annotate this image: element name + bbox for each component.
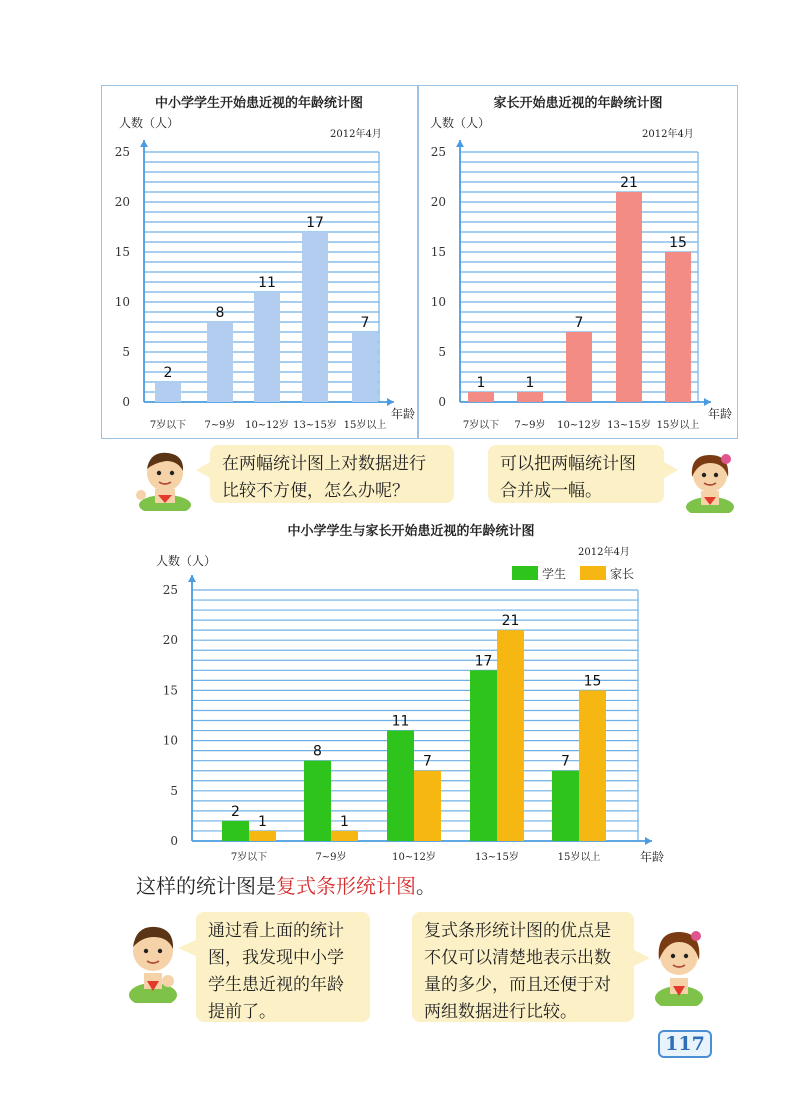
bubble-line: 提前了。 — [208, 1002, 276, 1022]
x-axis-label: 年龄 — [391, 407, 416, 421]
bar — [331, 831, 358, 841]
x-tick-label: 13~15岁 — [475, 852, 519, 863]
data-label: 7 — [574, 315, 584, 331]
x-axis-arrow — [387, 398, 394, 406]
boy-avatar — [120, 915, 186, 1003]
y-tick-label: 25 — [162, 583, 178, 597]
bubble-line: 通过看上面的统计 — [208, 921, 344, 941]
intro-text: 这样的统计图是 — [136, 874, 276, 898]
y-tick-label: 0 — [438, 395, 446, 409]
y-axis-label: 人数（人） — [430, 116, 491, 130]
x-tick-label: 7岁以下 — [462, 420, 500, 431]
data-label: 1 — [340, 813, 349, 830]
y-tick-label: 15 — [430, 245, 446, 259]
bubble-line: 合并成一幅。 — [500, 481, 602, 501]
bar — [304, 761, 331, 841]
data-label: 7 — [423, 753, 432, 770]
page-number: 117 — [658, 1030, 712, 1058]
term-highlight: 复式条形统计图 — [276, 874, 416, 898]
data-label: 2 — [231, 803, 240, 820]
legend-label: 学生 — [542, 567, 567, 581]
y-tick-label: 25 — [430, 145, 446, 159]
chart-date: 2012年4月 — [330, 129, 382, 140]
bubble-tail — [178, 940, 196, 956]
girl-avatar — [676, 447, 744, 513]
x-tick-label: 13~15岁 — [293, 420, 337, 431]
data-label: 7 — [561, 753, 570, 770]
x-axis-arrow — [704, 398, 711, 406]
chart-date: 2012年4月 — [578, 547, 630, 558]
y-tick-label: 0 — [170, 834, 178, 848]
bar — [497, 630, 524, 841]
x-tick-label: 7~9岁 — [315, 852, 347, 863]
boy-question-bubble — [210, 445, 454, 503]
data-label: 1 — [476, 375, 486, 391]
data-label: 1 — [525, 375, 535, 391]
bar — [566, 332, 592, 402]
x-tick-label: 7~9岁 — [204, 420, 236, 431]
y-tick-label: 20 — [162, 633, 178, 648]
chart-date: 2012年4月 — [642, 129, 694, 140]
y-axis-arrow — [188, 575, 196, 582]
data-label: 17 — [474, 653, 493, 670]
parents-chart — [418, 85, 738, 438]
data-label: 11 — [258, 275, 276, 291]
bubble-line: 图，我发现中小学 — [208, 948, 344, 968]
bar — [249, 831, 276, 841]
chart-title: 家长开始患近视的年龄统计图 — [493, 96, 663, 111]
data-label: 15 — [583, 673, 602, 690]
y-tick-label: 15 — [114, 245, 130, 259]
x-tick-label: 13~15岁 — [607, 420, 651, 431]
boy-finding-bubble — [196, 912, 370, 1022]
legend-label: 家长 — [610, 567, 635, 581]
data-label: 21 — [501, 613, 520, 630]
bar — [352, 332, 378, 402]
y-tick-label: 5 — [438, 345, 446, 359]
data-label: 8 — [313, 743, 322, 760]
bar — [302, 232, 328, 402]
girl-avatar — [646, 922, 712, 1006]
legend-swatch — [580, 566, 606, 580]
intro-sentence — [136, 870, 436, 899]
y-axis-arrow — [456, 140, 464, 147]
x-axis-label: 年龄 — [640, 850, 665, 864]
x-tick-label: 10~12岁 — [557, 420, 601, 431]
bar — [414, 771, 441, 841]
y-tick-label: 20 — [114, 195, 130, 209]
bubble-line: 比较不方便，怎么办呢？ — [222, 481, 409, 501]
bar — [468, 392, 494, 402]
y-tick-label: 5 — [122, 345, 130, 359]
bubble-line: 在两幅统计图上对数据进行 — [222, 454, 426, 474]
y-axis-arrow — [140, 140, 148, 147]
bar — [470, 670, 497, 841]
bar — [207, 322, 233, 402]
x-tick-label: 10~12岁 — [245, 420, 289, 431]
combined-chart — [130, 515, 690, 870]
x-tick-label: 15岁以上 — [343, 420, 387, 431]
students-chart — [101, 85, 417, 438]
y-axis-label: 人数（人） — [156, 554, 217, 568]
y-axis-label: 人数（人） — [119, 116, 180, 130]
girl-answer-bubble — [488, 445, 664, 503]
x-tick-label: 10~12岁 — [392, 852, 436, 863]
x-tick-label: 7岁以下 — [230, 852, 268, 863]
bubble-line: 不仅可以清楚地表示出数 — [424, 948, 611, 968]
bar — [579, 690, 606, 841]
y-tick-label: 15 — [162, 683, 178, 698]
girl-advantage-bubble — [412, 912, 634, 1022]
x-axis-arrow — [645, 837, 652, 845]
data-label: 1 — [258, 813, 267, 830]
data-label: 17 — [306, 215, 324, 231]
y-tick-label: 0 — [122, 395, 130, 409]
bubble-line: 学生患近视的年龄 — [208, 975, 344, 995]
y-tick-label: 10 — [162, 733, 178, 748]
bar — [552, 771, 579, 841]
data-label: 15 — [669, 235, 687, 251]
chart-title: 中小学学生与家长开始患近视的年龄统计图 — [287, 524, 535, 539]
bar — [155, 382, 181, 402]
data-label: 7 — [360, 315, 370, 331]
bar — [616, 192, 642, 402]
bubble-line: 可以把两幅统计图 — [500, 454, 636, 474]
bubble-tail — [196, 462, 210, 478]
bar — [222, 821, 249, 841]
bar — [254, 292, 280, 402]
y-tick-label: 5 — [170, 783, 178, 798]
legend-swatch — [512, 566, 538, 580]
x-tick-label: 7~9岁 — [514, 420, 546, 431]
x-tick-label: 7岁以下 — [149, 420, 187, 431]
data-label: 21 — [620, 175, 638, 191]
boy-avatar — [128, 445, 202, 511]
bubble-line: 复式条形统计图的优点是 — [424, 921, 611, 941]
y-tick-label: 10 — [430, 295, 446, 309]
x-tick-label: 15岁以上 — [656, 420, 700, 431]
x-tick-label: 15岁以上 — [557, 852, 601, 863]
bubble-line: 量的多少，而且还便于对 — [424, 975, 611, 995]
y-tick-label: 25 — [114, 145, 130, 159]
bar — [517, 392, 543, 402]
intro-text: 。 — [416, 874, 436, 898]
data-label: 8 — [215, 305, 225, 321]
y-tick-label: 20 — [430, 195, 446, 209]
data-label: 11 — [391, 713, 410, 730]
chart-title: 中小学学生开始患近视的年龄统计图 — [154, 96, 364, 111]
bubble-line: 两组数据进行比较。 — [424, 1002, 577, 1022]
y-tick-label: 10 — [114, 295, 130, 309]
x-axis-label: 年龄 — [708, 407, 733, 421]
bar — [387, 731, 414, 841]
data-label: 2 — [163, 365, 173, 381]
bar — [665, 252, 691, 402]
